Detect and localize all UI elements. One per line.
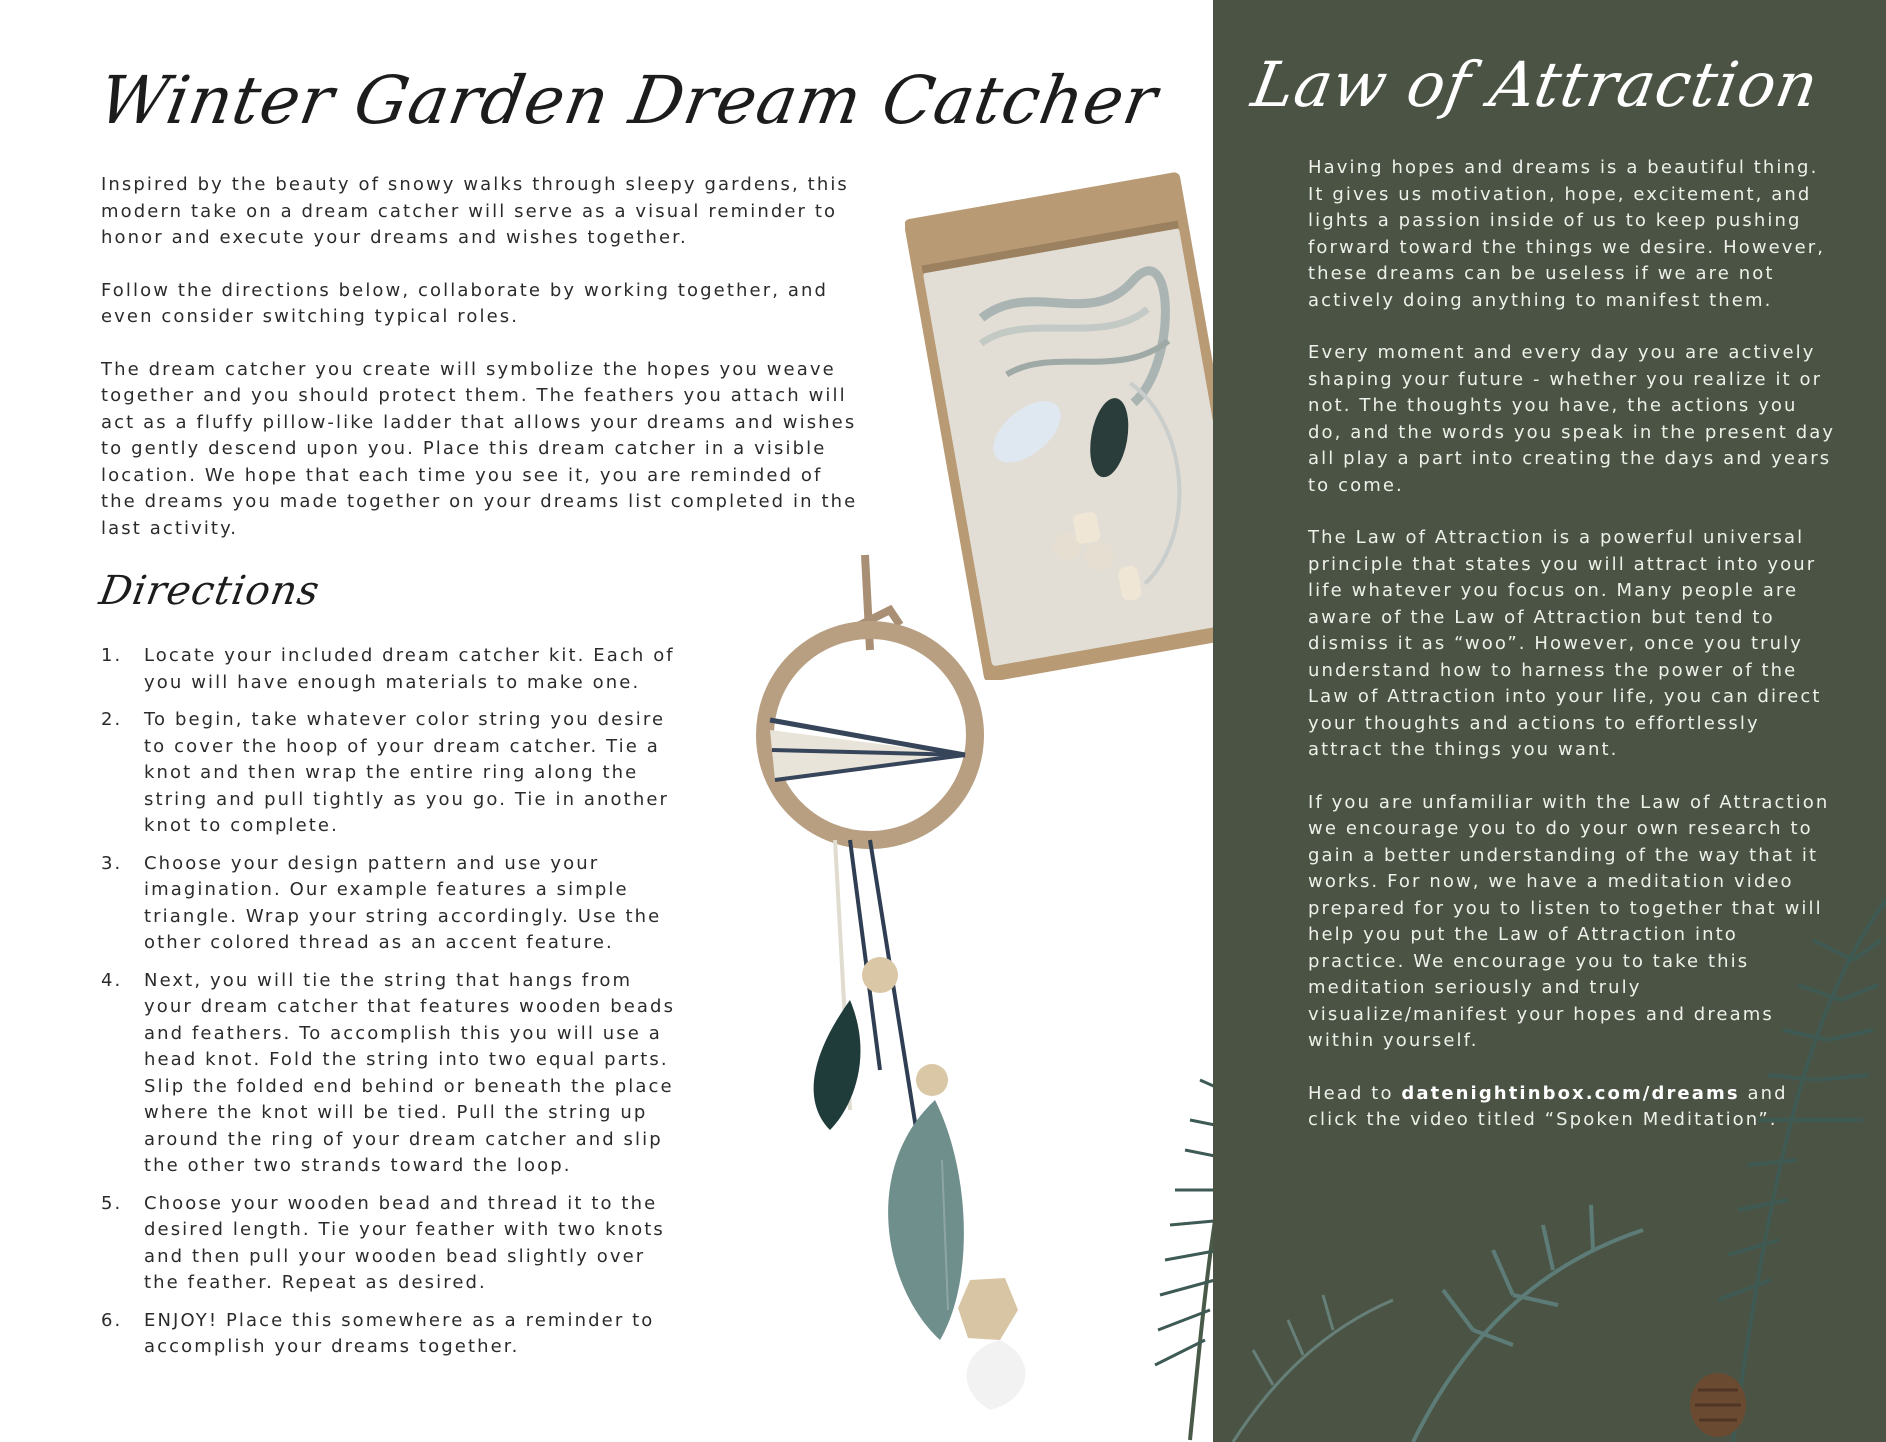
intro-text — [101, 172, 861, 568]
step-number: 6. — [101, 1309, 123, 1331]
page-title: Winter Garden Dream Catcher — [93, 62, 1164, 139]
wooden-bead — [916, 1064, 948, 1096]
step-number: 5. — [101, 1192, 123, 1214]
law-paragraph: If you are unfamiliar with the Law of Attraction we encourage you to do your own research to gain a better understanding of the way that it works. For now, we have a meditation video prepared for you to listen to together that will help you put the Law of Attraction into practice. We encourage you to take this meditation seriously and truly visualize/manifest your hopes and dreams within yourself. — [1308, 791, 1830, 1051]
intro-paragraph: The dream catcher you create will symbolize the hopes you weave together and you should protect them. The feathers you attach will act as a fluffy pillow-like ladder that allows your dreams and wishes to gently descend upon you. Place this dream catcher in a visible location. We hope that each time you see it, you are reminded of the dreams you made together on your dreams list completed in the last activity. — [101, 358, 858, 539]
feather-white — [967, 1340, 1026, 1410]
law-paragraph: The Law of Attraction is a powerful universal principle that states you will attract into your life whatever you focus on. Many people are aware of the Law of Attraction but tend to dismiss it as “woo”. However, once you truly understand how to harness the power of the Law of Attraction into your life, you can direct your thoughts and actions to effortlessly attract the things you want. — [1308, 527, 1822, 760]
directions-list — [101, 643, 681, 1372]
law-paragraph: Having hopes and dreams is a beautiful thing. It gives us motivation, hope, excitement, and lights a passion inside of us to keep pushing forward toward the things we desire. However, these dreams can be useless if we are not actively doing anything to manifest them. — [1308, 157, 1826, 311]
dreams-link[interactable]: datenightinbox.com/dreams — [1401, 1082, 1740, 1104]
law-of-attraction-title: Law of Attraction — [1246, 48, 1825, 121]
direction-step — [101, 1191, 681, 1297]
direction-step — [101, 1308, 681, 1361]
intro-paragraph: Follow the directions below, collaborate by working together, and even consider switching typical roles. — [101, 279, 829, 327]
pinecone-icon — [1690, 1373, 1746, 1437]
step-text: ENJOY! Place this somewhere as a reminder to accomplish your dreams together. — [144, 1309, 655, 1357]
geometric-bead — [958, 1278, 1018, 1340]
feather-dark — [814, 1000, 861, 1130]
finished-dream-catcher-photo — [700, 550, 1100, 1410]
direction-step — [101, 707, 681, 840]
step-text: Choose your design pattern and use your imagination. Our example features a simple triangle. Wrap your string accordingly. Use the other colored thread as an accent feature. — [144, 852, 662, 953]
cta-prefix: Head to — [1308, 1082, 1402, 1104]
intro-paragraph: Inspired by the beauty of snowy walks through sleepy gardens, this modern take on a dream catcher will serve as a visual reminder to honor and execute your dreams and wishes together. — [101, 174, 849, 248]
step-number: 4. — [101, 969, 123, 991]
cta-suffix: and click the video titled “Spoken Meditation”. — [1308, 1082, 1788, 1130]
law-of-attraction-text — [1308, 155, 1838, 1160]
feather-teal — [888, 1100, 964, 1340]
step-text: Choose your wooden bead and thread it to the desired length. Tie your feather with two knots and then pull your wooden bead slightly over the feather. Repeat as desired. — [144, 1192, 665, 1293]
step-number: 3. — [101, 852, 123, 874]
step-text: Next, you will tie the string that hangs from your dream catcher that features wooden beads and feathers. To accomplish this you will use a head knot. Fold the string into two equal parts. Slip the folded end behind or beneath the place where the knot will be tied. Pull the string up around the ring of your dream catcher and slip the other two strands toward the loop. — [144, 969, 676, 1176]
right-page — [1213, 0, 1886, 1442]
step-number: 1. — [101, 645, 123, 666]
step-number: 2. — [101, 709, 123, 730]
directions-heading: Directions — [95, 568, 324, 614]
direction-step — [101, 643, 681, 696]
direction-step — [101, 968, 681, 1180]
step-text: Locate your included dream catcher kit. Each of you will have enough materials to make one. — [144, 645, 675, 693]
step-text: To begin, take whatever color string you desire to cover the hoop of your dream catcher. Tie a knot and then wrap the entire ring along the string and pull tightly as you go. Tie in another knot to complete. — [144, 709, 670, 836]
wooden-bead — [862, 957, 898, 993]
call-to-action — [1308, 1081, 1838, 1134]
direction-step — [101, 851, 681, 957]
law-paragraph: Every moment and every day you are actively shaping your future - whether you realize it or not. The thoughts you have, the actions you do, and the words you speak in the present day all play a part into creating the days and years to come. — [1308, 342, 1836, 496]
